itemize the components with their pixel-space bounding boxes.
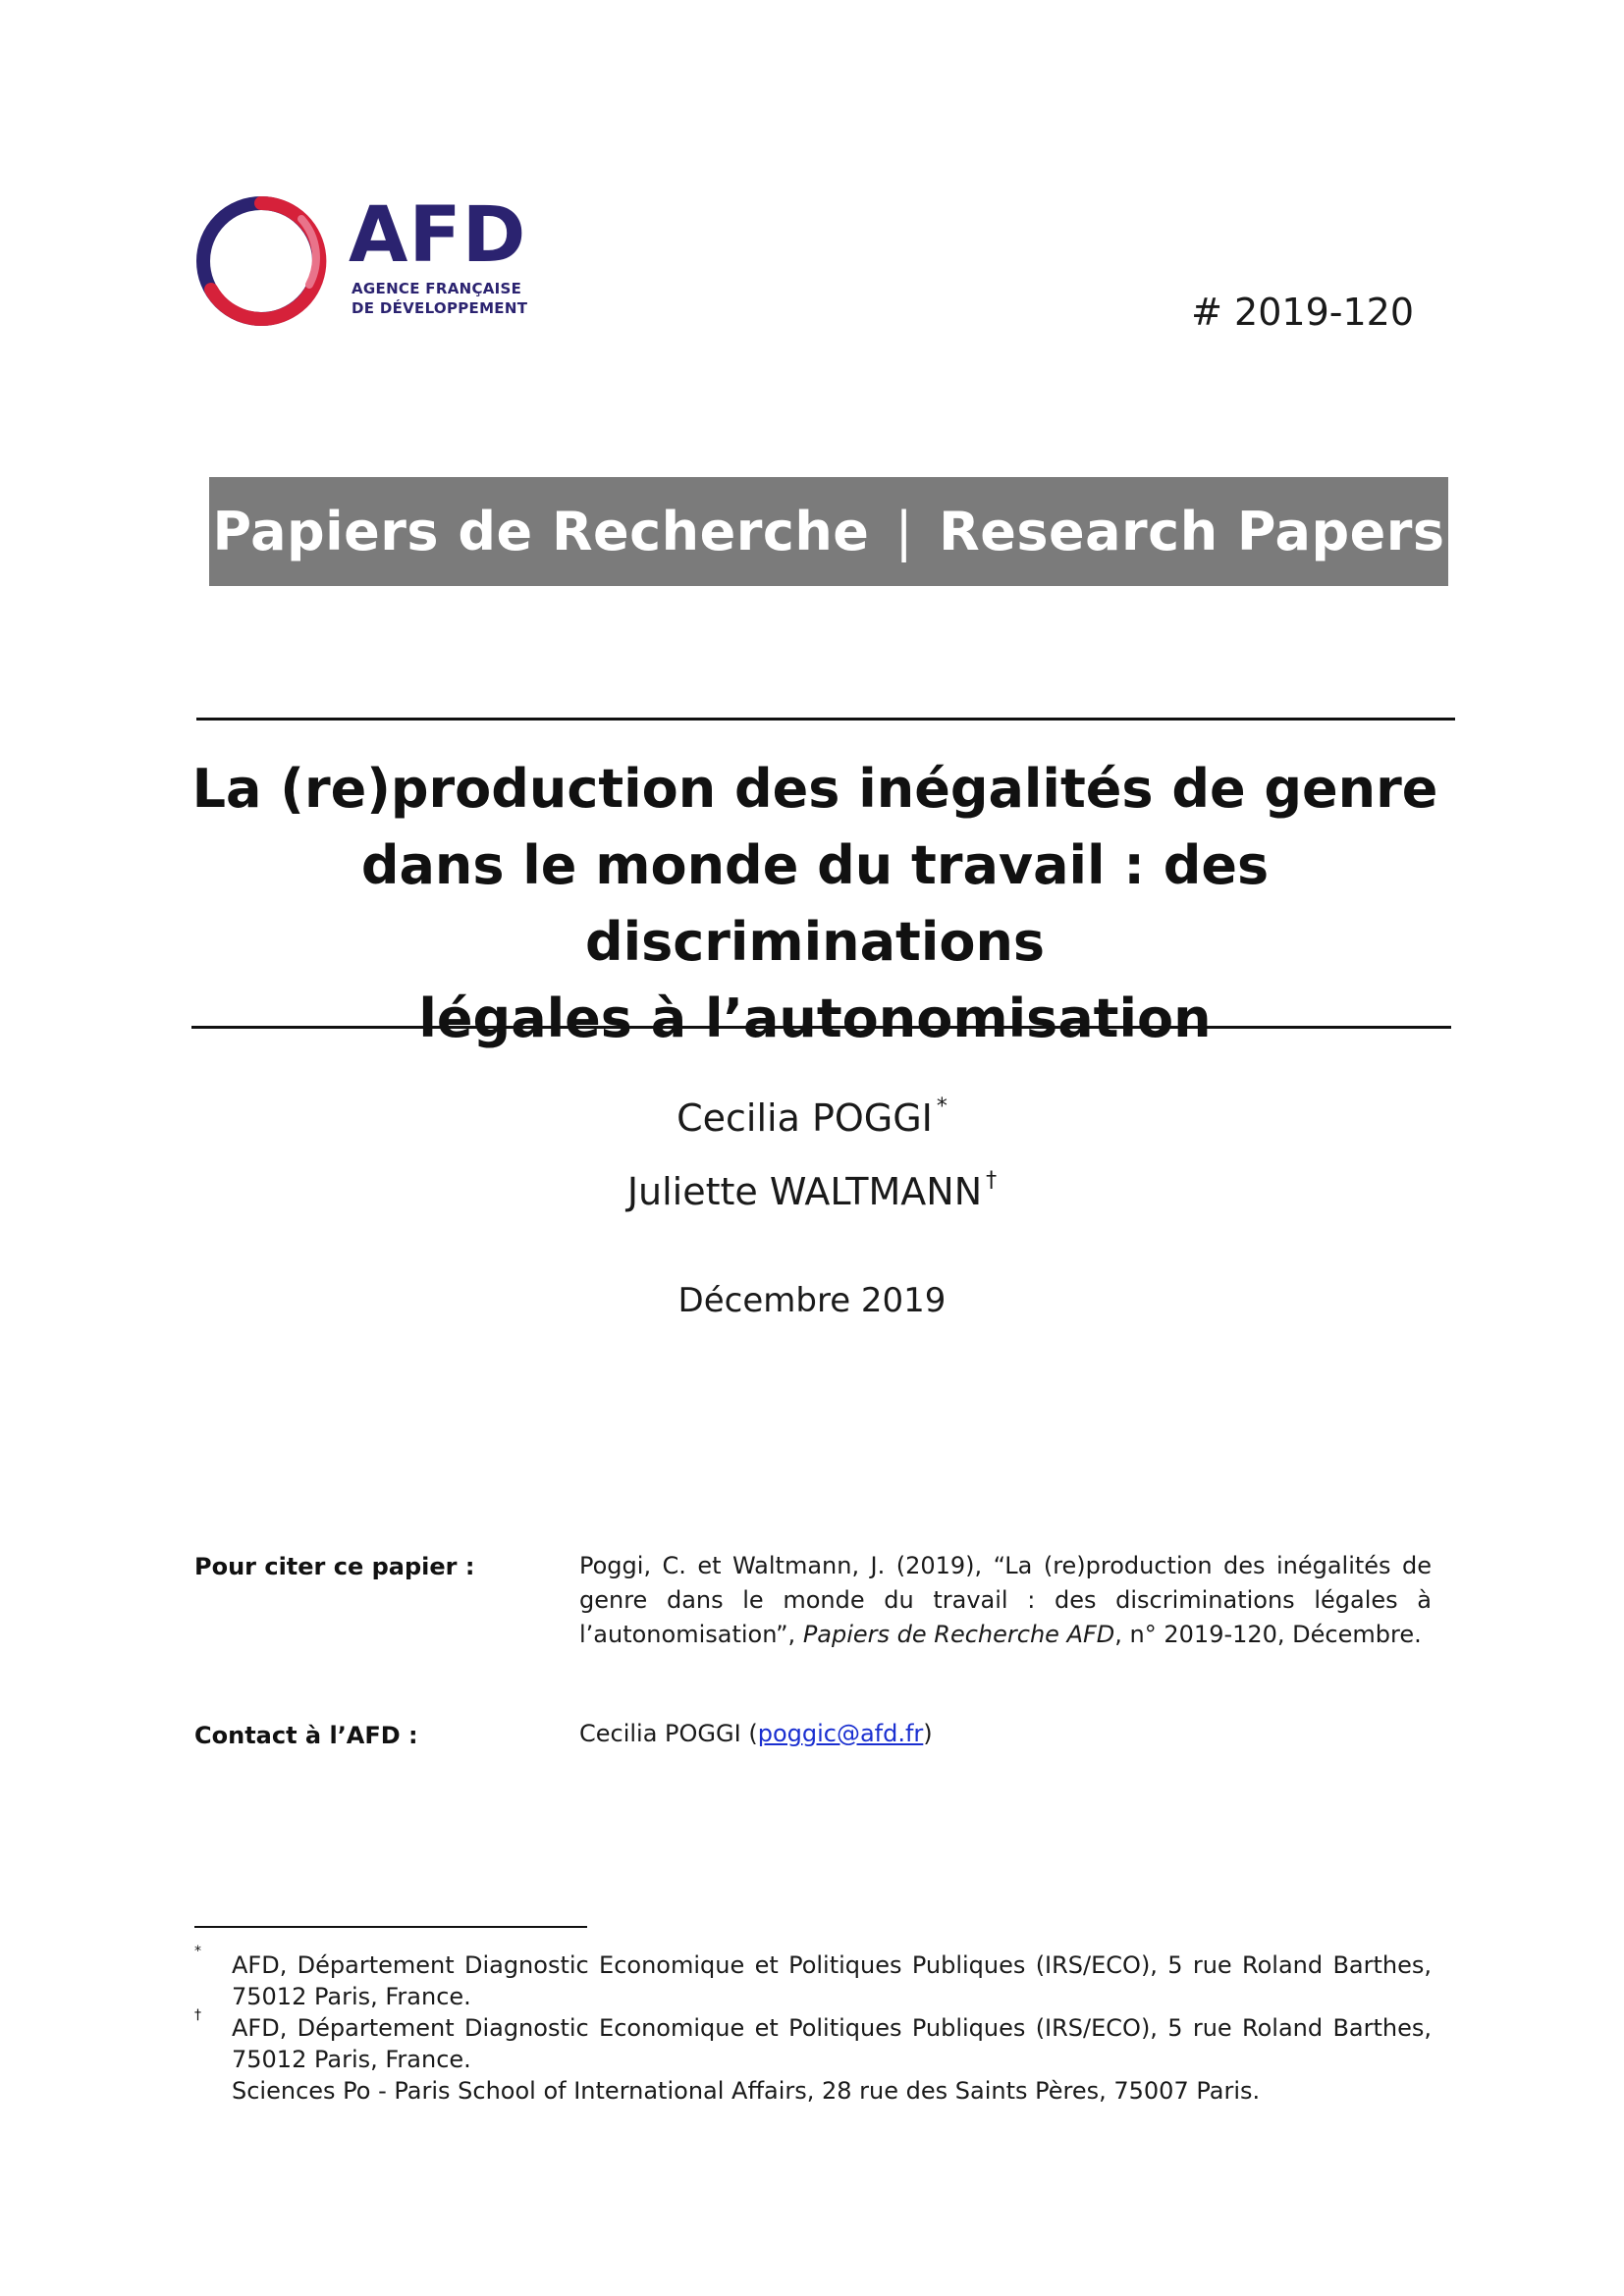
author-1-name: Cecilia POGGI (677, 1096, 933, 1140)
author-2 (0, 1170, 1624, 1213)
afd-wordmark: AFD (349, 191, 527, 280)
citation-text (579, 1549, 1432, 1652)
author-2-mark: † (986, 1168, 998, 1193)
contact-paren-open: ( (740, 1720, 758, 1747)
contact-email-link[interactable]: poggic@afd.fr (757, 1720, 924, 1747)
footnote-1-text: AFD, Département Diagnostic Economique et Politiques Publiques (IRS/ECO), 5 rue Roland Barthes, 75012 Paris, France. (232, 1951, 1432, 2010)
contact-paren-close: ) (923, 1720, 933, 1747)
title-rule-top (196, 718, 1455, 721)
logo-subtitle-line2: DE DÉVELOPPEMENT (352, 299, 528, 317)
citation-journal: Papiers de Recherche AFD (802, 1621, 1115, 1648)
title-line-2: dans le monde du travail : des discriminations (360, 834, 1270, 973)
author-1-mark: * (936, 1095, 947, 1119)
logo-subtitle-line1: AGENCE FRANÇAISE (352, 280, 522, 297)
afd-ring-logo-icon (191, 191, 331, 331)
publication-date: Décembre 2019 (677, 1281, 947, 1320)
banner-right-label: Research Papers (939, 501, 1445, 562)
banner-left-label: Papiers de Recherche (212, 501, 870, 562)
title-rule-bottom (191, 1026, 1451, 1029)
contact-name: Cecilia POGGI (579, 1720, 741, 1747)
contact-label: Contact à l’AFD : (194, 1722, 418, 1749)
paper-number: # 2019-120 (1191, 291, 1414, 334)
title-line-3: légales à l’autonomisation (418, 988, 1212, 1049)
banner-separator: | (894, 501, 914, 562)
footnote-3-text: Sciences Po - Paris School of International Affairs, 28 rue des Saints Pères, 75007 Paris. (232, 2077, 1261, 2105)
citation-label: Pour citer ce papier : (194, 1553, 475, 1580)
afd-logo (191, 191, 530, 339)
series-banner (209, 477, 1448, 586)
paper-title (177, 751, 1453, 1057)
title-line-1: La (re)production des inégalités de genre (191, 758, 1438, 820)
contact-text (579, 1720, 933, 1747)
footnote-rule (194, 1926, 587, 1928)
author-2-name: Juliette WALTMANN (626, 1170, 983, 1213)
footnote-2-mark: † (194, 2007, 201, 2023)
citation-main: Poggi, C. et Waltmann, J. (2019), “La (re)production des inégalités de genre dans le monde du travail : des discriminations légales à l’autonomisation”, (579, 1552, 1432, 1648)
author-1 (0, 1096, 1624, 1140)
footnote-1-mark: * (194, 1944, 201, 1959)
footnote-2-text: AFD, Département Diagnostic Economique et Politiques Publiques (IRS/ECO), 5 rue Roland Barthes, 75012 Paris, France. (232, 2014, 1432, 2073)
citation-end: , n° 2019-120, Décembre. (1114, 1621, 1422, 1648)
